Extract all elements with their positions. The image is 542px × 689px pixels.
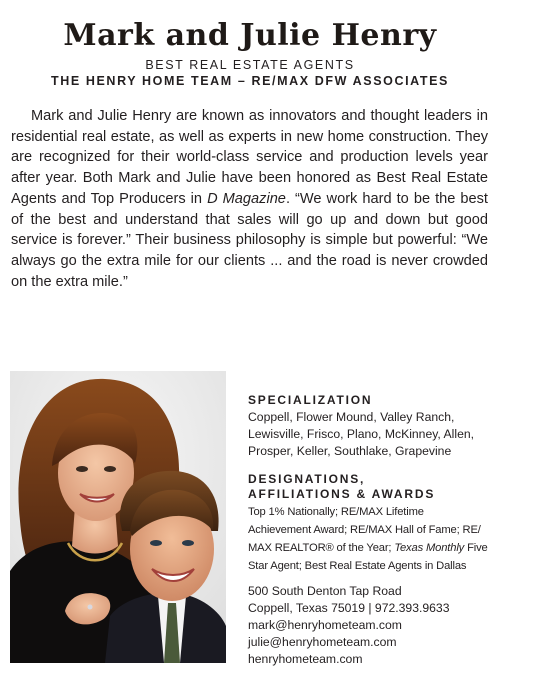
specialization-list (248, 409, 488, 460)
specialization-heading: SPECIALIZATION (248, 393, 373, 407)
designation-text: MAX REALTOR® of the Year; (248, 542, 395, 555)
portrait-photo (10, 371, 226, 663)
website-link[interactable]: henryhometeam.com (248, 652, 363, 666)
designations-heading (248, 472, 435, 502)
designation-line: Star Agent; Best Real Estate Agents in Dallas (248, 560, 467, 573)
designations-heading-line: DESIGNATIONS, (248, 472, 366, 486)
email-link-julie[interactable]: julie@henryhometeam.com (248, 635, 397, 649)
bio-text-start: Mark and Julie Henry are known as innovators and thought leaders in residential real estate, as well as experts in new home construction. They are recognized for their world-class service and production levels year after year. Both Mark and Julie have been honored as Best Real Estate Agents and Top Producers in (11, 108, 488, 207)
specialization-line: Lewisville, Frisco, Plano, McKinney, Allen, (248, 427, 475, 441)
address-line: 500 South Denton Tap Road (248, 584, 402, 598)
team-name: THE HENRY HOME TEAM – RE/MAX DFW ASSOCIATES (51, 74, 449, 88)
designations-list (248, 503, 493, 575)
designation-line (248, 539, 493, 557)
portrait-illustration (10, 371, 226, 663)
designations-heading-line: AFFILIATIONS & AWARDS (248, 487, 436, 501)
page-title: Mark and Julie Henry (63, 18, 437, 53)
designation-line: Achievement Award; RE/MAX Hall of Fame; RE/ (248, 524, 481, 537)
subtitle: BEST REAL ESTATE AGENTS (145, 58, 355, 72)
specialization-line: Coppell, Flower Mound, Valley Ranch, (248, 410, 455, 424)
designation-text: Five (464, 542, 488, 555)
city-phone-line: Coppell, Texas 75019 | 972.393.9633 (248, 601, 450, 615)
email-link-mark[interactable]: mark@henryhometeam.com (248, 618, 402, 632)
designation-line: Top 1% Nationally; RE/MAX Lifetime (248, 506, 424, 518)
specialization-line: Prosper, Keller, Southlake, Grapevine (248, 444, 452, 458)
bio-text-end: . “We work hard to be the best of the best and understand that sales will go up and down but good service is forever.” Their business philosophy is simple but powerful: “We always go the extra mile for our clients ... and the road is never crowded on the extra mile.” (11, 190, 488, 290)
bio-magazine-name: D Magazine (207, 190, 286, 207)
contact-block (248, 583, 508, 668)
bio-paragraph (11, 106, 488, 292)
magazine-name: Texas Monthly (394, 542, 465, 555)
